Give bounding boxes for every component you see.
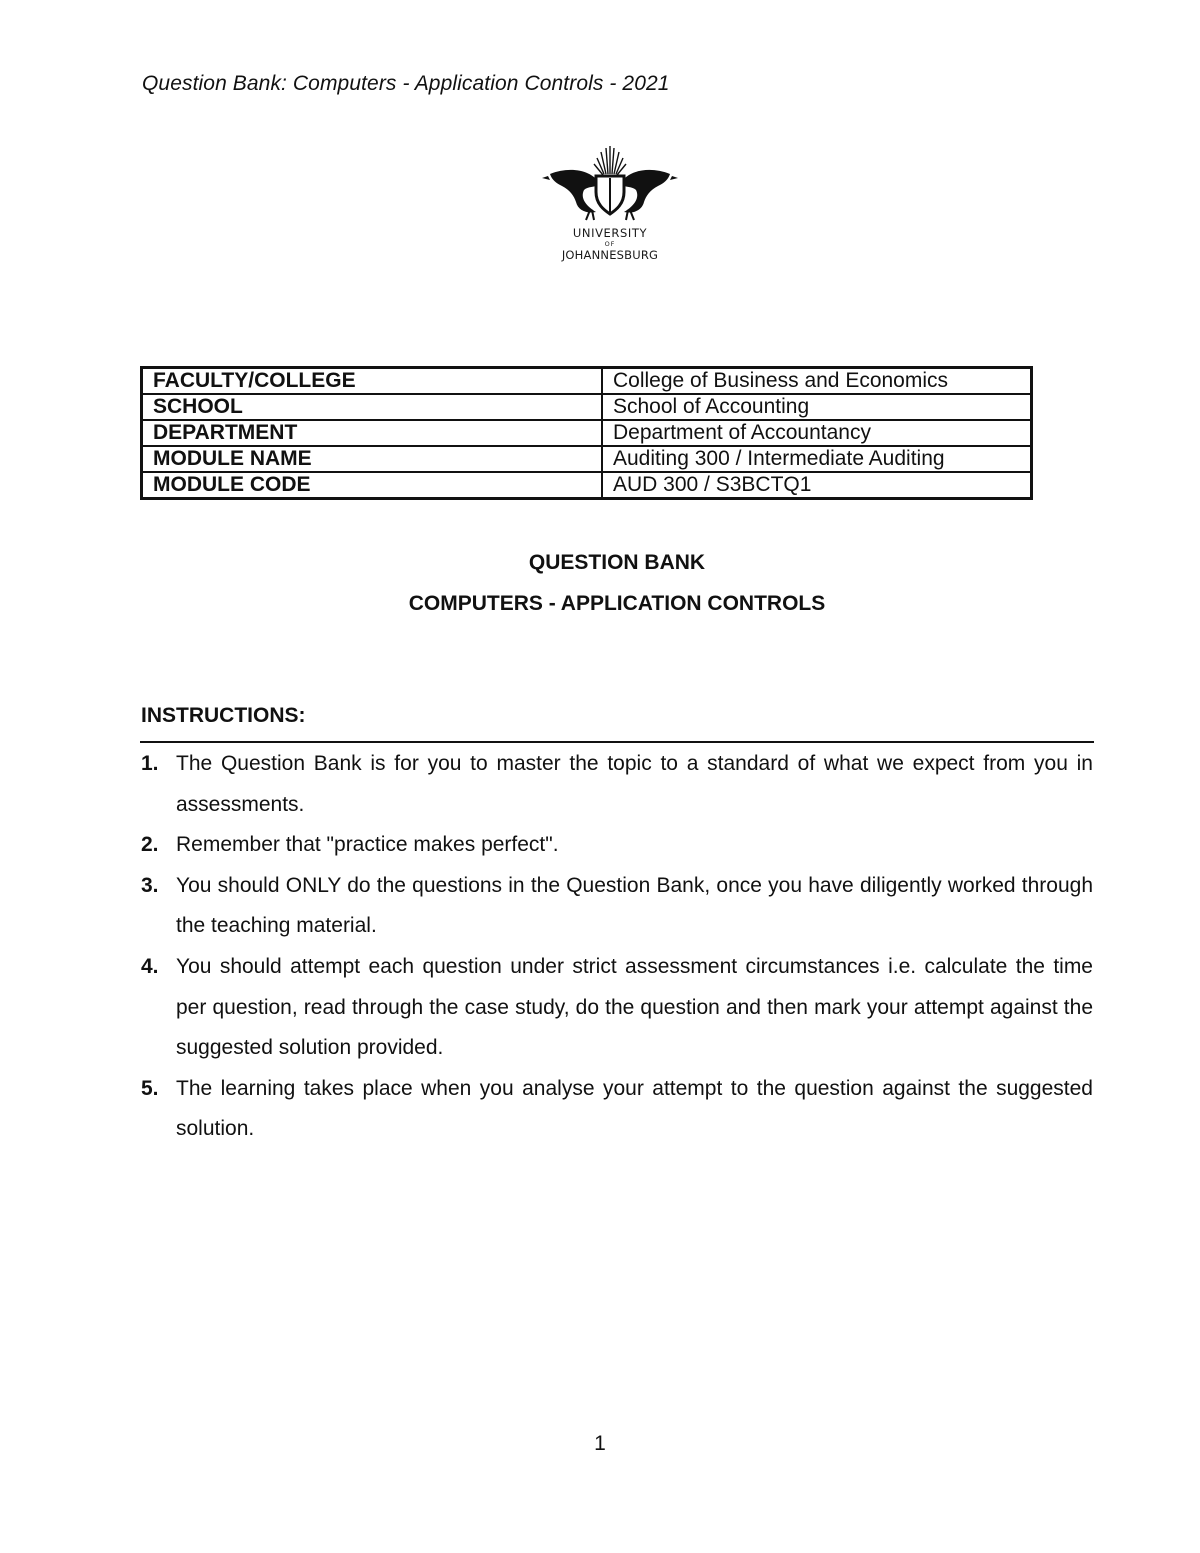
heading-divider [140,741,1094,743]
list-item [141,825,1093,866]
department-value: Department of Accountancy [602,420,1032,446]
module-info-table [140,366,1033,500]
item-number: 3. [141,873,159,897]
logo-text-of: OF [604,240,616,248]
item-text: You should ONLY do the questions in the Question Bank, once you have diligently worked through the teaching material. [176,873,1093,938]
logo-text-johannesburg: JOHANNESBURG [561,248,659,262]
module-code-label: MODULE CODE [142,472,603,499]
university-of-johannesburg-crest-icon [540,140,680,225]
faculty-value: College of Business and Economics [602,368,1032,395]
table-row [142,472,1032,499]
item-text: The learning takes place when you analyse your attempt to the question against the suggested solution. [176,1076,1093,1141]
module-code-value: AUD 300 / S3BCTQ1 [602,472,1032,499]
instructions-list [141,744,1093,1150]
list-item [141,947,1093,1069]
table-row [142,446,1032,472]
school-label: SCHOOL [142,394,603,420]
faculty-label: FACULTY/COLLEGE [142,368,603,395]
school-value: School of Accounting [602,394,1032,420]
page-number: 1 [594,1432,606,1455]
department-label: DEPARTMENT [142,420,603,446]
item-number: 1. [141,752,159,775]
document-title: QUESTION BANK [528,551,706,574]
module-name-label: MODULE NAME [142,446,603,472]
table-row [142,368,1032,395]
table-row [142,394,1032,420]
module-name-value: Auditing 300 / Intermediate Auditing [602,446,1032,472]
item-text: You should attempt each question under strict assessment circumstances i.e. calculate the time per question, read through the case study, do the question and then mark your attempt against the suggested solution provided. [176,954,1093,1060]
logo-text-university: UNIVERSITY [572,226,648,240]
running-header: Question Bank: Computers - Application Controls - 2021 [142,72,670,95]
item-text: Remember that "practice makes perfect". [176,833,559,857]
item-number: 5. [141,1076,159,1100]
list-item [141,1069,1093,1150]
item-number: 2. [141,833,159,857]
document-subtitle: COMPUTERS - APPLICATION CONTROLS [408,592,826,615]
table-row [142,420,1032,446]
list-item [141,744,1093,825]
list-item [141,866,1093,947]
item-text: The Question Bank is for you to master the topic to a standard of what we expect from you in assessments. [176,752,1093,816]
item-number: 4. [141,954,159,978]
university-logo [540,140,680,265]
instructions-heading: INSTRUCTIONS: [141,704,306,727]
